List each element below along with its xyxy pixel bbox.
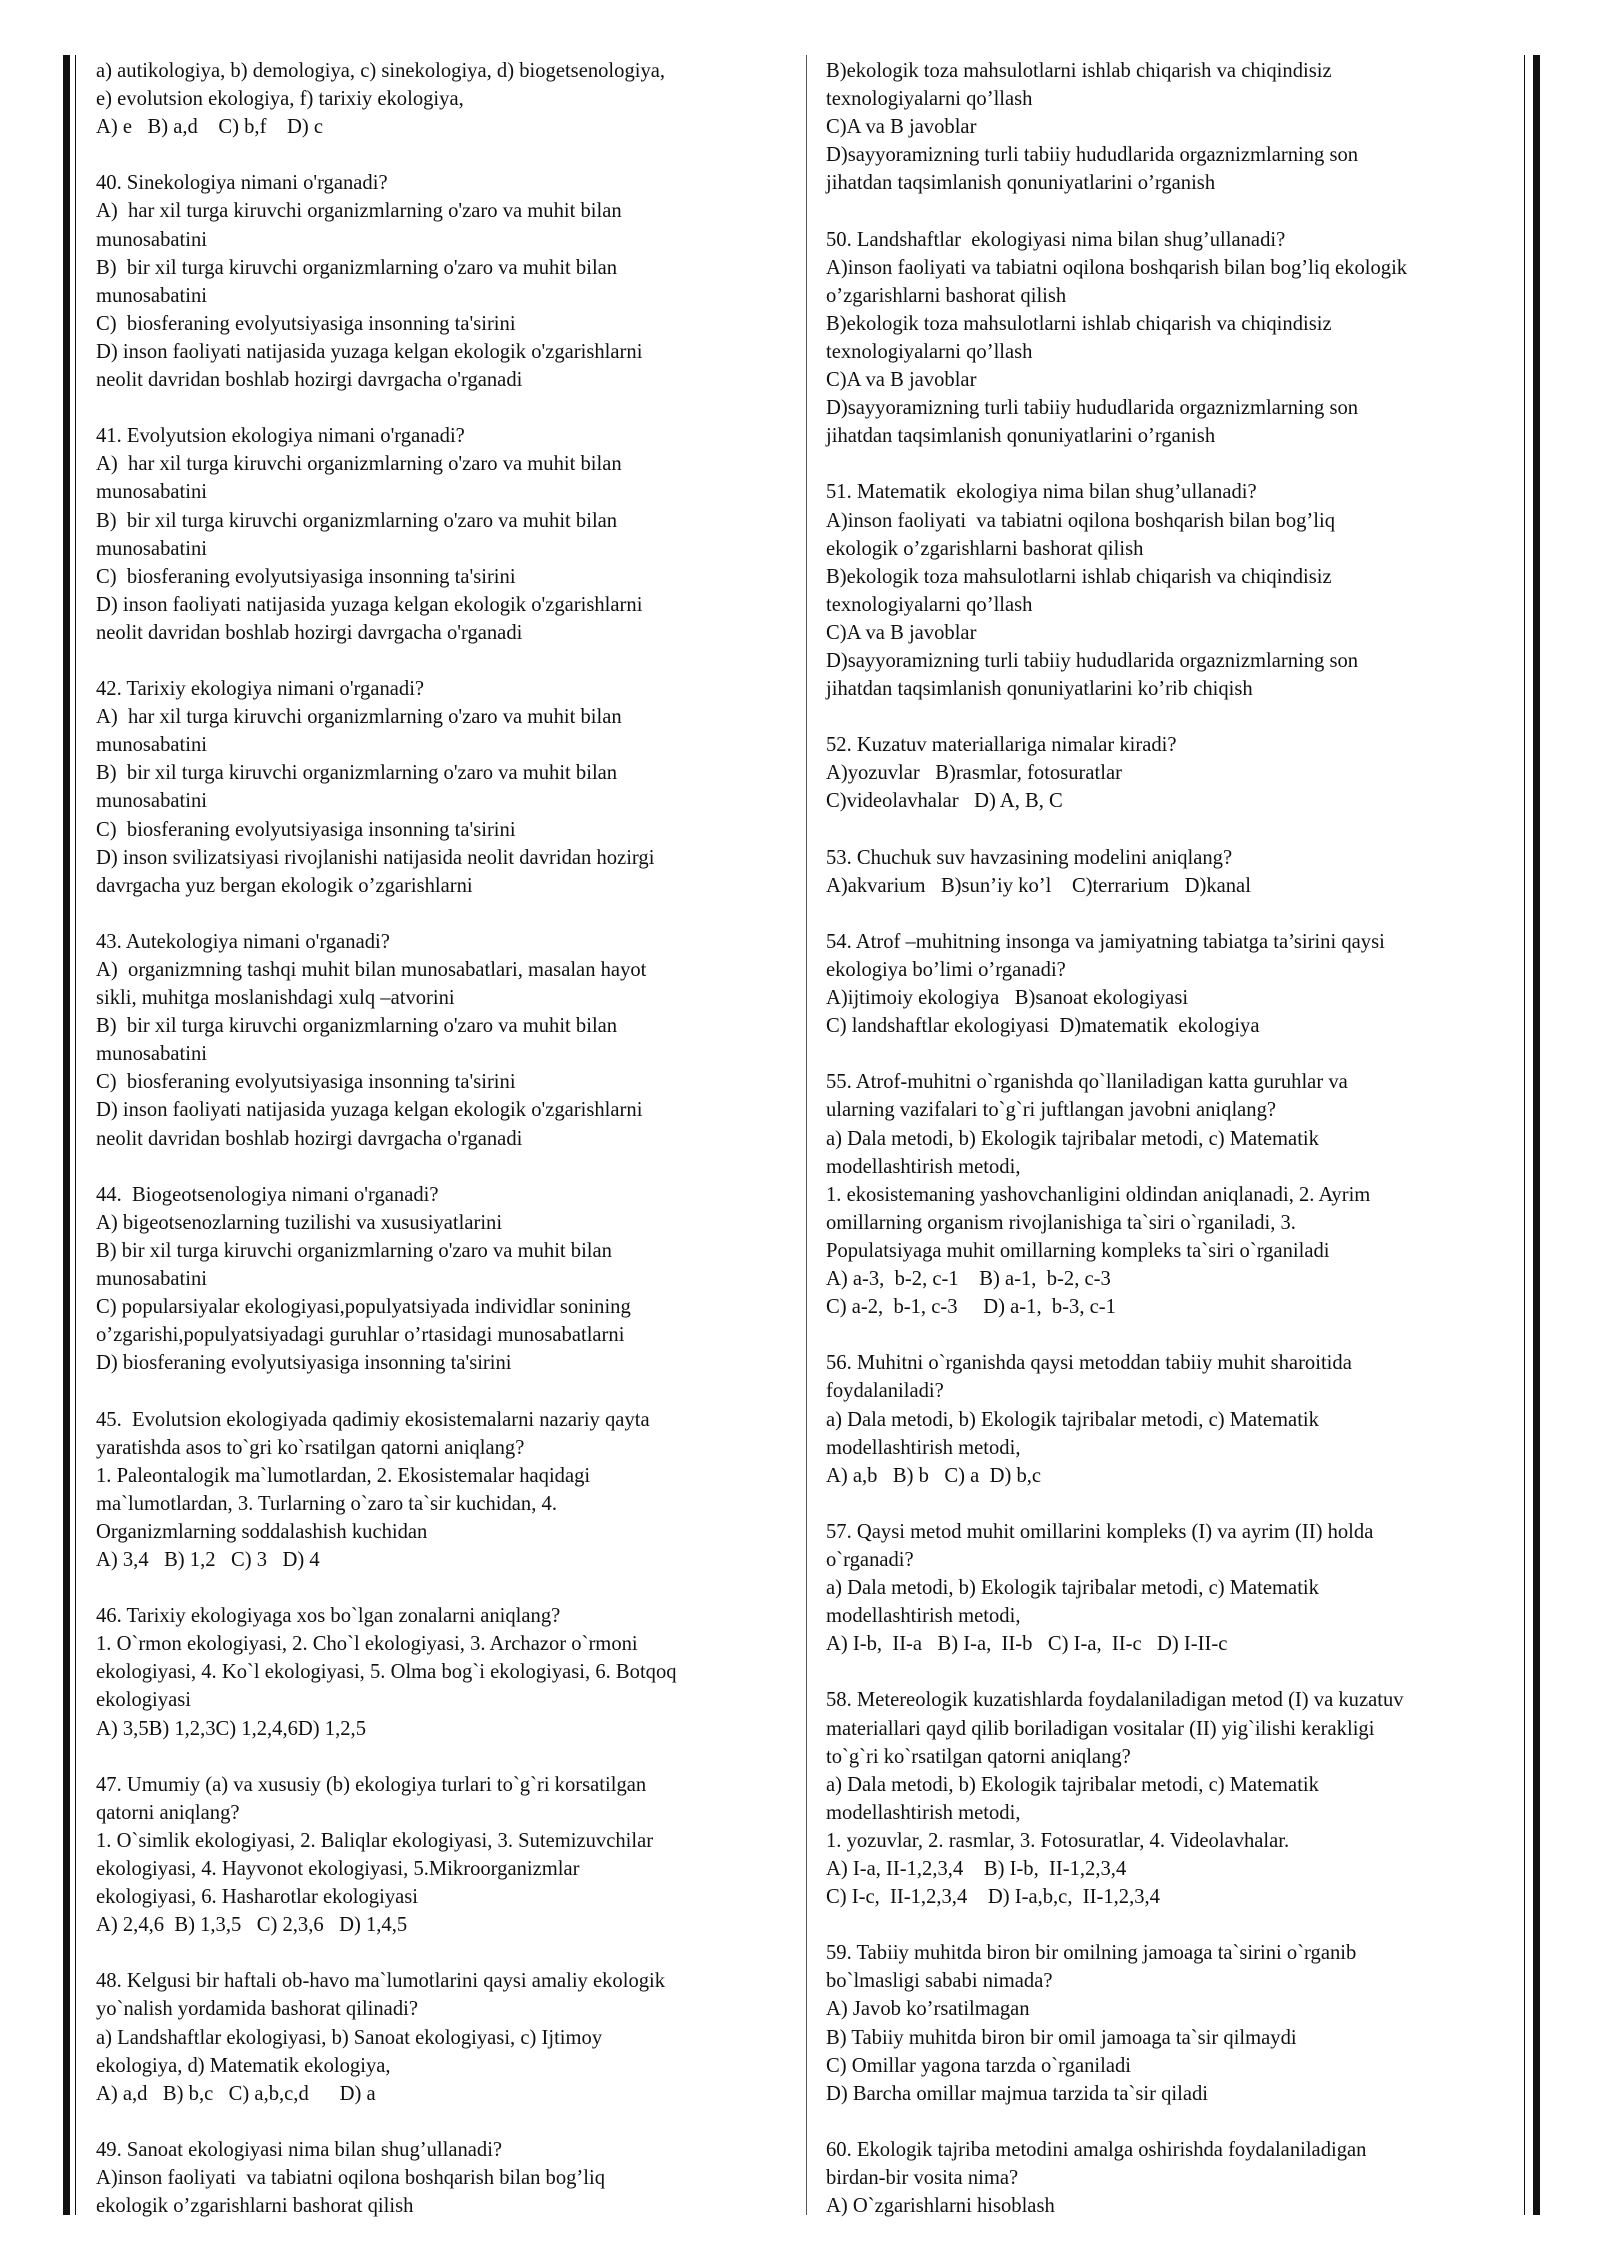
right-column-line <box>826 1040 1516 1068</box>
left-column-line: 44. Biogeotsenologiya nimani o'rganadi? <box>96 1183 439 1206</box>
right-page-border-line <box>1524 55 1525 2215</box>
right-column-line: texnologiyalarni qo’llash <box>826 593 1033 616</box>
right-column-line: 56. Muhitni o`rganishda qaysi metoddan tabiiy muhit sharoitida <box>826 1352 1352 1375</box>
right-column-line: A) I-b, II-a B) I-a, II-b C) I-a, II-c D) I-II-c <box>826 1633 1228 1656</box>
left-column-line: 47. Umumiy (a) va xususiy (b) ekologiya turlari to`g`ri korsatilgan <box>96 1773 647 1796</box>
right-column-line: A)akvarium B)sun’iy ko’l C)terrarium D)kanal <box>826 874 1251 897</box>
right-column-line: 60. Ekologik tajriba metodini amalga oshirishda foydalaniladigan <box>826 2138 1367 2161</box>
right-column-line: ularning vazifalari to`g`ri juftlangan javobni aniqlang? <box>826 1099 1277 1122</box>
left-column-line: yaratishda asos to`gri ko`rsatilgan qatorni aniqlang? <box>96 1436 525 1459</box>
right-column-line <box>826 1321 1516 1349</box>
left-column-line: 40. Sinekologiya nimani o'rganadi? <box>96 172 388 195</box>
left-column-line: ekologiyasi, 6. Hasharotlar ekologiyasi <box>96 1886 418 1909</box>
right-column-line: B)ekologik toza mahsulotlarni ishlab chiqarish va chiqindisiz <box>826 60 1332 82</box>
left-column-line: C) biosferaning evolyutsiyasiga insonning ta'sirini <box>96 818 516 841</box>
left-column-line: B) bir xil turga kiruvchi organizmlarning o'zaro va muhit bilan <box>96 1015 618 1038</box>
left-page-border-line <box>75 55 76 2215</box>
left-column-line: 41. Evolyutsion ekologiya nimani o'rganadi? <box>96 425 465 448</box>
left-column-line <box>96 141 796 169</box>
left-column-line: yo`nalish yordamida bashorat qilinadi? <box>96 1998 418 2021</box>
left-column-line: ekologik o’zgarishlarni bashorat qilish <box>96 2195 414 2218</box>
left-column-line <box>96 1377 796 1405</box>
right-column-line <box>826 450 1516 478</box>
left-column-line: A) e B) a,d C) b,f D) c <box>96 116 324 139</box>
right-column-line: A)inson faoliyati va tabiatni oqilona boshqarish bilan bog’liq <box>826 509 1336 532</box>
right-column-line: D) Barcha omillar majmua tarzida ta`sir qiladi <box>826 2082 1208 2105</box>
right-column-line: C) I-c, II-1,2,3,4 D) I-a,b,c, II-1,2,3,4 <box>826 1886 1160 1909</box>
right-column-line: A)yozuvlar B)rasmlar, fotosuratlar <box>826 762 1122 785</box>
right-column-line: A) Javob ko’rsatilmagan <box>826 1998 1030 2021</box>
left-column-line: ma`lumotlardan, 3. Turlarning o`zaro ta`sir kuchidan, 4. <box>96 1492 557 1515</box>
left-column-line: davrgacha yuz bergan ekologik o’zgarishlarni <box>96 874 473 897</box>
right-column-line: 52. Kuzatuv materiallariga nimalar kiradi? <box>826 734 1177 757</box>
left-column-line: A) organizmning tashqi muhit bilan munosabatlari, masalan hayot <box>96 959 647 981</box>
right-text-column <box>826 57 1516 2220</box>
left-column-line: neolit davridan boshlab hozirgi davrgacha o'rganadi <box>96 621 523 644</box>
left-column-line: qatorni aniqlang? <box>96 1801 240 1824</box>
left-column-line: C) biosferaning evolyutsiyasiga insonning ta'sirini <box>96 1071 516 1094</box>
left-column-line: munosabatini <box>96 537 207 560</box>
right-column-line <box>826 1911 1516 1939</box>
right-column-line: modellashtirish metodi, <box>826 1605 1021 1628</box>
right-column-line: 58. Metereologik kuzatishlarda foydalaniladigan metod (I) va kuzatuv <box>826 1689 1404 1712</box>
left-column-line: 42. Tarixiy ekologiya nimani o'rganadi? <box>96 678 425 701</box>
left-column-line: ekologiya, d) Matematik ekologiya, <box>96 2054 391 2077</box>
left-column-line: A) bigeotsenozlarning tuzilishi va xususiyatlarini <box>96 1211 503 1234</box>
right-column-line: texnologiyalarni qo’llash <box>826 88 1033 111</box>
left-column-line: o’zgarishi,populyatsiyadagi guruhlar o’rtasidagi munosabatlarni <box>96 1324 625 1347</box>
right-column-line: modellashtirish metodi, <box>826 1801 1021 1824</box>
right-column-line: D)sayyoramizning turli tabiiy hududlarida orgaznizmlarning son <box>826 397 1359 420</box>
left-column-line <box>96 647 796 675</box>
right-column-line: A) I-a, II-1,2,3,4 B) I-b, II-1,2,3,4 <box>826 1858 1127 1880</box>
right-column-line: 51. Matematik ekologiya nima bilan shug’ullanadi? <box>826 481 1257 504</box>
left-column-line: neolit davridan boshlab hozirgi davrgacha o'rganadi <box>96 369 523 392</box>
left-column-line: a) Landshaftlar ekologiyasi, b) Sanoat ekologiyasi, c) Ijtimoy <box>96 2026 603 2049</box>
right-column-line: 1. yozuvlar, 2. rasmlar, 3. Fotosuratlar, 4. Videolavhalar. <box>826 1829 1290 1852</box>
right-column-line: omillarning organism rivojlanishiga ta`siri o`rganiladi, 3. <box>826 1211 1296 1234</box>
left-column-line: e) evolutsion ekologiya, f) tarixiy ekologiya, <box>96 88 464 111</box>
right-column-line: C) landshaftlar ekologiyasi D)matematik ekologiya <box>826 1015 1260 1038</box>
right-column-line: jihatdan taqsimlanish qonuniyatlarini o’rganish <box>826 425 1216 448</box>
left-column-line <box>96 394 796 422</box>
left-column-line: B) bir xil turga kiruvchi organizmlarning o'zaro va muhit bilan <box>96 256 618 279</box>
right-column-line: jihatdan taqsimlanish qonuniyatlarini o’rganish <box>826 172 1216 195</box>
left-column-line: munosabatini <box>96 734 207 757</box>
left-column-line <box>96 900 796 928</box>
left-column-line: munosabatini <box>96 228 207 251</box>
left-column-line: C) biosferaning evolyutsiyasiga insonning ta'sirini <box>96 312 516 335</box>
right-column-line: D)sayyoramizning turli tabiiy hududlarida orgaznizmlarning son <box>826 649 1359 672</box>
left-column-line: A) 3,4 B) 1,2 C) 3 D) 4 <box>96 1548 320 1571</box>
right-column-line: a) Dala metodi, b) Ekologik tajribalar metodi, c) Matematik <box>826 1773 1319 1796</box>
right-column-line: 53. Chuchuk suv havzasining modelini aniqlang? <box>826 846 1233 869</box>
right-column-line: B) Tabiiy muhitda biron bir omil jamoaga ta`sir qilmaydi <box>826 2026 1297 2049</box>
left-column-line: ekologiyasi, 4. Hayvonot ekologiyasi, 5.Mikroorganizmlar <box>96 1858 580 1880</box>
left-column-line: B) bir xil turga kiruvchi organizmlarning o'zaro va muhit bilan <box>96 762 618 785</box>
left-text-column <box>96 57 796 2220</box>
right-column-line: B)ekologik toza mahsulotlarni ishlab chiqarish va chiqindisiz <box>826 312 1332 335</box>
right-column-line <box>826 1490 1516 1518</box>
right-column-line: 59. Tabiiy muhitda biron bir omilning jamoaga ta`sirini o`rganib <box>826 1942 1357 1965</box>
left-column-line: D) inson svilizatsiyasi rivojlanishi natijasida neolit davridan hozirgi <box>96 846 655 869</box>
left-column-line: A) har xil turga kiruvchi organizmlarning o'zaro va muhit bilan <box>96 453 622 476</box>
left-column-line: 49. Sanoat ekologiyasi nima bilan shug’ullanadi? <box>96 2138 503 2161</box>
right-column-line <box>826 900 1516 928</box>
right-column-line: A) O`zgarishlarni hisoblash <box>826 2195 1055 2218</box>
right-column-line: texnologiyalarni qo’llash <box>826 340 1033 363</box>
left-column-line <box>96 1153 796 1181</box>
left-column-line <box>96 2108 796 2136</box>
left-column-line: D) inson faoliyati natijasida yuzaga kelgan ekologik o'zgarishlarni <box>96 340 643 363</box>
right-column-line: 54. Atrof –muhitning insonga va jamiyatning tabiatga ta’sirini qaysi <box>826 930 1385 953</box>
left-column-line: A) 3,5B) 1,2,3C) 1,2,4,6D) 1,2,5 <box>96 1717 366 1740</box>
left-column-line: B) bir xil turga kiruvchi organizmlarning o'zaro va muhit bilan <box>96 509 618 532</box>
right-column-line: 55. Atrof-muhitni o`rganishda qo`llaniladigan katta guruhlar va <box>826 1071 1348 1094</box>
right-column-line: o’zgarishlarni bashorat qilish <box>826 284 1067 307</box>
right-column-line <box>826 1658 1516 1686</box>
left-column-line: munosabatini <box>96 284 207 307</box>
left-column-line <box>96 1939 796 1967</box>
right-column-line: a) Dala metodi, b) Ekologik tajribalar metodi, c) Matematik <box>826 1408 1319 1431</box>
left-column-line: ekologiyasi <box>96 1689 191 1712</box>
right-column-line: A)inson faoliyati va tabiatni oqilona boshqarish bilan bog’liq ekologik <box>826 256 1408 279</box>
right-column-line: jihatdan taqsimlanish qonuniyatlarini ko’rib chiqish <box>826 678 1253 701</box>
right-column-line: modellashtirish metodi, <box>826 1436 1021 1459</box>
right-column-line: a) Dala metodi, b) Ekologik tajribalar metodi, c) Matematik <box>826 1577 1319 1600</box>
left-column-line: A) 2,4,6 B) 1,3,5 C) 2,3,6 D) 1,4,5 <box>96 1914 408 1937</box>
left-column-line: D) inson faoliyati natijasida yuzaga kelgan ekologik o'zgarishlarni <box>96 593 643 616</box>
right-column-line: 1. ekosistemaning yashovchanligini oldindan aniqlanadi, 2. Ayrim <box>826 1183 1371 1206</box>
right-column-line: C)A va B javoblar <box>826 621 977 644</box>
left-column-line: C) popularsiyalar ekologiyasi,populyatsiyada individlar sonining <box>96 1296 631 1319</box>
left-column-line: 48. Kelgusi bir haftali ob-havo ma`lumotlarini qaysi amaliy ekologik <box>96 1970 666 1993</box>
right-column-line <box>826 197 1516 225</box>
left-column-line: ekologiyasi, 4. Ko`l ekologiyasi, 5. Olma bog`i ekologiyasi, 6. Botqoq <box>96 1661 677 1684</box>
right-column-line: materiallari qayd qilib boriladigan vositalar (II) yig`ilishi kerakligi <box>826 1717 1375 1740</box>
left-column-line: D) biosferaning evolyutsiyasiga insonning ta'sirini <box>96 1352 512 1375</box>
left-column-line: 1. O`simlik ekologiyasi, 2. Baliqlar ekologiyasi, 3. Sutemizuvchilar <box>96 1829 654 1852</box>
left-column-line: A) har xil turga kiruvchi organizmlarning o'zaro va muhit bilan <box>96 706 622 729</box>
right-column-line: foydalaniladi? <box>826 1380 944 1403</box>
right-column-line <box>826 703 1516 731</box>
right-column-line: C)A va B javoblar <box>826 116 977 139</box>
left-column-line: sikli, muhitga moslanishdagi xulq –atvorini <box>96 987 455 1010</box>
left-column-line: A)inson faoliyati va tabiatni oqilona boshqarish bilan bog’liq <box>96 2167 606 2190</box>
left-column-line: a) autikologiya, b) demologiya, c) sinekologiya, d) biogetsenologiya, <box>96 60 666 82</box>
right-column-line: 57. Qaysi metod muhit omillarini kompleks (I) va ayrim (II) holda <box>826 1520 1374 1543</box>
left-column-line: 1. O`rmon ekologiyasi, 2. Cho`l ekologiyasi, 3. Archazor o`rmoni <box>96 1633 638 1656</box>
right-column-line: C)A va B javoblar <box>826 369 977 392</box>
right-column-line: o`rganadi? <box>826 1548 914 1571</box>
right-column-line: Populatsiyaga muhit omillarning kompleks ta`siri o`rganiladi <box>826 1239 1330 1262</box>
left-column-line: munosabatini <box>96 1268 207 1291</box>
right-column-line: to`g`ri ko`rsatilgan qatorni aniqlang? <box>826 1745 1131 1768</box>
column-divider <box>806 55 807 2215</box>
right-column-line: A) a,b B) b C) a D) b,c <box>826 1464 1042 1487</box>
right-column-line <box>826 2108 1516 2136</box>
right-column-line: modellashtirish metodi, <box>826 1155 1021 1178</box>
right-column-line: C)videolavhalar D) A, B, C <box>826 790 1063 813</box>
left-column-line <box>96 1743 796 1771</box>
right-column-line: birdan-bir vosita nima? <box>826 2167 1019 2190</box>
left-column-line: munosabatini <box>96 481 207 504</box>
left-column-line: munosabatini <box>96 1043 207 1066</box>
left-column-line: 46. Tarixiy ekologiyaga xos bo`lgan zonalarni aniqlang? <box>96 1605 561 1628</box>
left-column-line: 1. Paleontalogik ma`lumotlardan, 2. Ekosistemalar haqidagi <box>96 1464 591 1487</box>
right-column-line: ekologiya bo’limi o’rganadi? <box>826 959 1066 981</box>
right-column-line: a) Dala metodi, b) Ekologik tajribalar metodi, c) Matematik <box>826 1127 1319 1150</box>
right-column-line: A)ijtimoiy ekologiya B)sanoat ekologiyasi <box>826 987 1189 1010</box>
right-column-line: 50. Landshaftlar ekologiyasi nima bilan shug’ullanadi? <box>826 228 1286 251</box>
right-column-line <box>826 816 1516 844</box>
right-column-line: B)ekologik toza mahsulotlarni ishlab chiqarish va chiqindisiz <box>826 565 1332 588</box>
left-column-line: 43. Autekologiya nimani o'rganadi? <box>96 930 390 953</box>
left-page-border-bar <box>63 55 70 2215</box>
left-column-line: A) har xil turga kiruvchi organizmlarning o'zaro va muhit bilan <box>96 200 622 223</box>
right-column-line: C) a-2, b-1, c-3 D) a-1, b-3, c-1 <box>826 1296 1116 1319</box>
right-column-line: A) a-3, b-2, c-1 B) a-1, b-2, c-3 <box>826 1268 1111 1291</box>
right-column-line: C) Omillar yagona tarzda o`rganiladi <box>826 2054 1131 2077</box>
right-column-line: bo`lmasligi sababi nimada? <box>826 1970 1053 1993</box>
left-column-line: D) inson faoliyati natijasida yuzaga kelgan ekologik o'zgarishlarni <box>96 1099 643 1122</box>
left-column-line: Organizmlarning soddalashish kuchidan <box>96 1520 428 1543</box>
right-column-line: ekologik o’zgarishlarni bashorat qilish <box>826 537 1144 560</box>
left-column-line: neolit davridan boshlab hozirgi davrgacha o'rganadi <box>96 1127 523 1150</box>
left-column-line: 45. Evolutsion ekologiyada qadimiy ekosistemalarni nazariy qayta <box>96 1408 650 1431</box>
left-column-line: C) biosferaning evolyutsiyasiga insonning ta'sirini <box>96 565 516 588</box>
right-column-line: D)sayyoramizning turli tabiiy hududlarida orgaznizmlarning son <box>826 144 1359 167</box>
left-column-line: munosabatini <box>96 790 207 813</box>
left-column-line <box>96 1574 796 1602</box>
left-column-line: A) a,d B) b,c C) a,b,c,d D) a <box>96 2082 376 2105</box>
left-column-line: B) bir xil turga kiruvchi organizmlarning o'zaro va muhit bilan <box>96 1239 612 1262</box>
right-page-border-bar <box>1533 55 1540 2215</box>
